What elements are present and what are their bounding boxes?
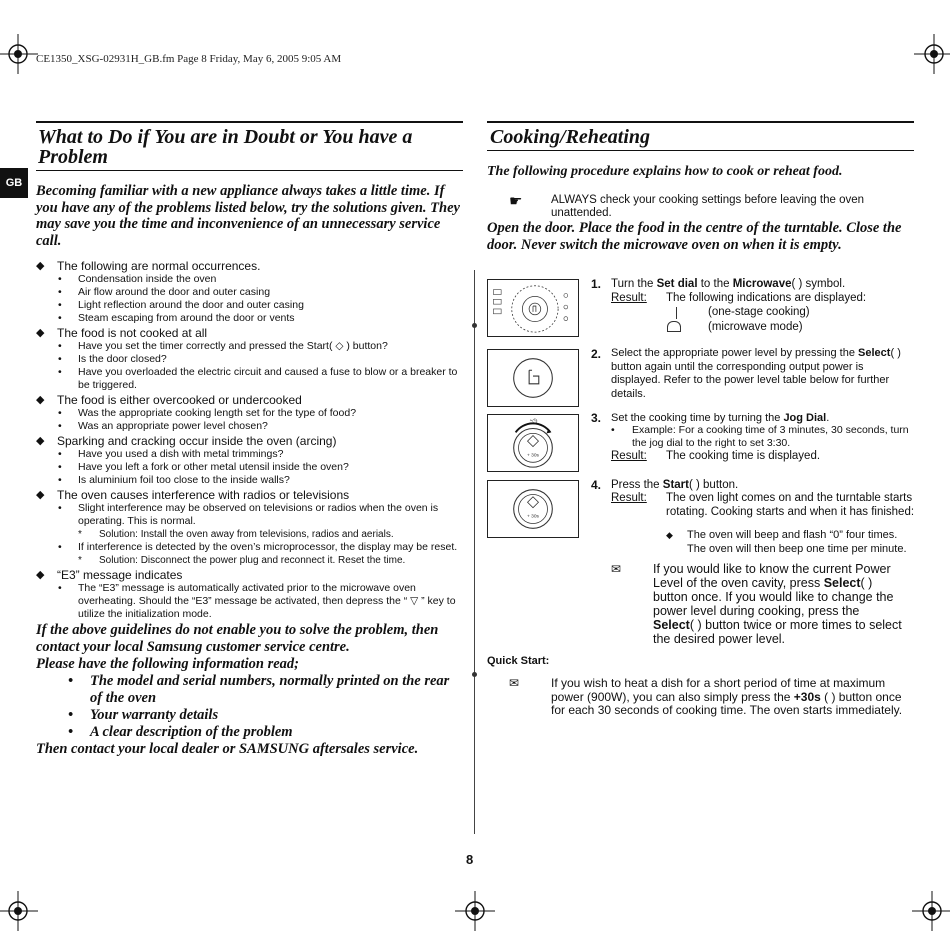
note-envelope-icon: ✉ <box>611 562 622 576</box>
divider-dot <box>472 672 477 677</box>
check-item: • The “E3” message is automatically activated prior to the microwave oven overheating. Should the “E3” message be activated, then depress the “ ▽ ” key to utilize the initialization mode. <box>58 582 456 620</box>
registration-mark-icon <box>0 34 38 74</box>
svg-text:◔◷: ◔◷ <box>528 418 538 425</box>
check-item: • If interference is detected by the oven’s microprocessor, the display may be reset. <box>58 541 458 553</box>
step-1-text: Turn the Set dial to the Microwave( ) symbol. <box>611 278 846 290</box>
step-number: 3. <box>591 411 602 425</box>
check-item: • Have you overloaded the electric circuit and caused a fuse to blow or a breaker to be triggered. <box>58 366 458 391</box>
step-number: 1. <box>591 277 602 291</box>
step-4-result-text: The oven light comes on and the turntable starts rotating. Cooking starts and when it has finished: <box>666 492 915 518</box>
registration-mark-icon <box>0 891 38 931</box>
right-title-rule-top <box>487 121 914 123</box>
tail-list-item: • A clear description of the problem <box>68 724 293 740</box>
check-item: • Is the door closed? <box>58 353 167 365</box>
microwave-mode-icon <box>667 321 681 332</box>
left-intro: Becoming familiar with a new appliance always takes a little time. If you have any of the problems listed below, try the solutions given. They may save you the time and inconvenience of an unnecessary service call. <box>36 183 460 249</box>
jog-dial-illustration <box>487 414 579 472</box>
step-1-result-label: Result: <box>611 292 647 304</box>
problem-heading: ◆ The food is either overcooked or undercooked <box>36 393 302 407</box>
step-number: 2. <box>591 347 602 361</box>
step-2-text: Select the appropriate power level by pressing the Select( ) button again until the corresponding output power is displayed. Refer to the power level table below for further details. <box>611 347 901 400</box>
right-title: Cooking/Reheating <box>490 126 651 148</box>
right-subtitle: The following procedure explains how to cook or reheat food. <box>487 164 843 179</box>
left-tail <box>36 622 464 758</box>
file-header-line: CE1350_XSG-02931H_GB.fm Page 8 Friday, May 6, 2005 9:05 AM <box>36 53 342 65</box>
tail-paragraph-1: If the above guidelines do not enable you to solve the problem, then contact your local Samsung customer service centre. <box>36 622 439 655</box>
check-item: • Was the appropriate cooking length set for the type of food? <box>58 407 357 419</box>
problem-heading: ◆ The food is not cooked at all <box>36 326 208 340</box>
svg-text:+ 30s: + 30s <box>527 453 539 459</box>
language-tab: GB <box>0 168 28 198</box>
registration-mark-icon <box>914 34 950 74</box>
problem-heading: ◆ The following are normal occurrences. <box>36 259 261 273</box>
tail-list-item: • Your warranty details <box>68 707 219 723</box>
right-intro: Open the door. Place the food in the centre of the turntable. Close the door. Never switch the microwave oven on when it is empty. <box>487 220 902 253</box>
svg-text:+ 30s: + 30s <box>527 514 539 520</box>
set-dial-illustration <box>487 279 579 337</box>
indicator-microwave-mode: (microwave mode) <box>708 321 803 333</box>
solution-item: * Solution: Disconnect the power plug and reconnect it. Reset the time. <box>78 555 406 566</box>
left-title <box>38 127 463 167</box>
problem-heading: ◆ Sparking and cracking occur inside the oven (arcing) <box>36 434 337 448</box>
power-level-tip: If you would like to know the current Power Level of the oven cavity, press Select( ) button once. If you would like to change the power level during cooking, press the Select( ) button twice or more times to select the desired power level. <box>653 562 902 646</box>
step-3-result-label: Result: <box>611 450 647 462</box>
title-rule-top <box>36 121 463 123</box>
check-item: • Light reflection around the door and outer casing <box>58 299 304 311</box>
tail-paragraph-2: Please have the following information read; <box>36 656 300 672</box>
left-title-line2: Problem <box>38 146 108 168</box>
check-item: • Air flow around the door and outer casing <box>58 286 271 298</box>
registration-mark-icon <box>912 891 950 931</box>
caution-note: ALWAYS check your cooking settings before leaving the oven unattended. <box>551 194 865 219</box>
solution-item: * Solution: Install the oven away from televisions, radios and aerials. <box>78 529 394 540</box>
problem-heading: ◆ The oven causes interference with radios or televisions <box>36 488 350 502</box>
quick-start-text: If you wish to heat a dish for a short period of time at maximum power (900W), you can also simply press the +30s ( ) button once for each 30 seconds of cooking time. The oven starts immediately. <box>551 676 903 717</box>
check-item: • Steam escaping from around the door or vents <box>58 312 295 324</box>
check-item: • Is aluminium foil too close to the inside walls? <box>58 474 290 486</box>
page-number: 8 <box>466 852 474 867</box>
step-number: 4. <box>591 478 602 492</box>
quick-start-label: Quick Start: <box>487 655 550 667</box>
step-4-result-label: Result: <box>611 492 647 504</box>
tail-list-item: • The model and serial numbers, normally printed on the rear of the oven <box>68 673 450 706</box>
note-envelope-icon: ✉ <box>509 676 520 690</box>
right-title-rule-bottom <box>487 150 914 151</box>
column-divider <box>474 270 475 834</box>
step-1-result-text: The following indications are displayed: <box>666 292 867 304</box>
registration-mark-icon <box>455 891 495 931</box>
one-stage-cooking-icon <box>676 307 677 319</box>
indicator-one-stage: (one-stage cooking) <box>708 306 810 318</box>
step-3-result-text: The cooking time is displayed. <box>666 450 821 462</box>
step-3-bullet: • Example: For a cooking time of 3 minutes, 30 seconds, turn the jog dial to the right to set 3:30. <box>611 424 909 449</box>
check-item: • Was an appropriate power level chosen? <box>58 420 268 432</box>
tail-paragraph-3: Then contact your local dealer or SAMSUNG aftersales service. <box>36 741 419 757</box>
step-4-sub: ◆ The oven will beep and flash “0” four times. The oven will then beep one time per minute. <box>666 529 907 555</box>
step-3-text: Set the cooking time by turning the Jog Dial. <box>611 412 830 424</box>
check-item: • Have you set the timer correctly and pressed the Start( ◇ ) button? <box>58 340 388 352</box>
left-title-line1: What to Do if You are in Doubt or You have a <box>38 126 413 148</box>
title-rule-bottom <box>36 170 463 171</box>
pointing-hand-icon: ☛ <box>509 193 523 210</box>
check-item: • Have you left a fork or other metal utensil inside the oven? <box>58 461 349 473</box>
start-button-illustration <box>487 480 579 538</box>
check-item: • Have you used a dish with metal trimmings? <box>58 448 284 460</box>
select-button-illustration <box>487 349 579 407</box>
troubleshooting-list <box>36 258 463 621</box>
problem-heading: ◆ “E3” message indicates <box>36 568 183 582</box>
check-item: • Slight interference may be observed on televisions or radios when the oven is operating. This is normal. <box>58 502 439 527</box>
check-item: • Condensation inside the oven <box>58 273 217 285</box>
divider-dot <box>472 323 477 328</box>
step-4-text: Press the Start( ) button. <box>611 479 739 491</box>
